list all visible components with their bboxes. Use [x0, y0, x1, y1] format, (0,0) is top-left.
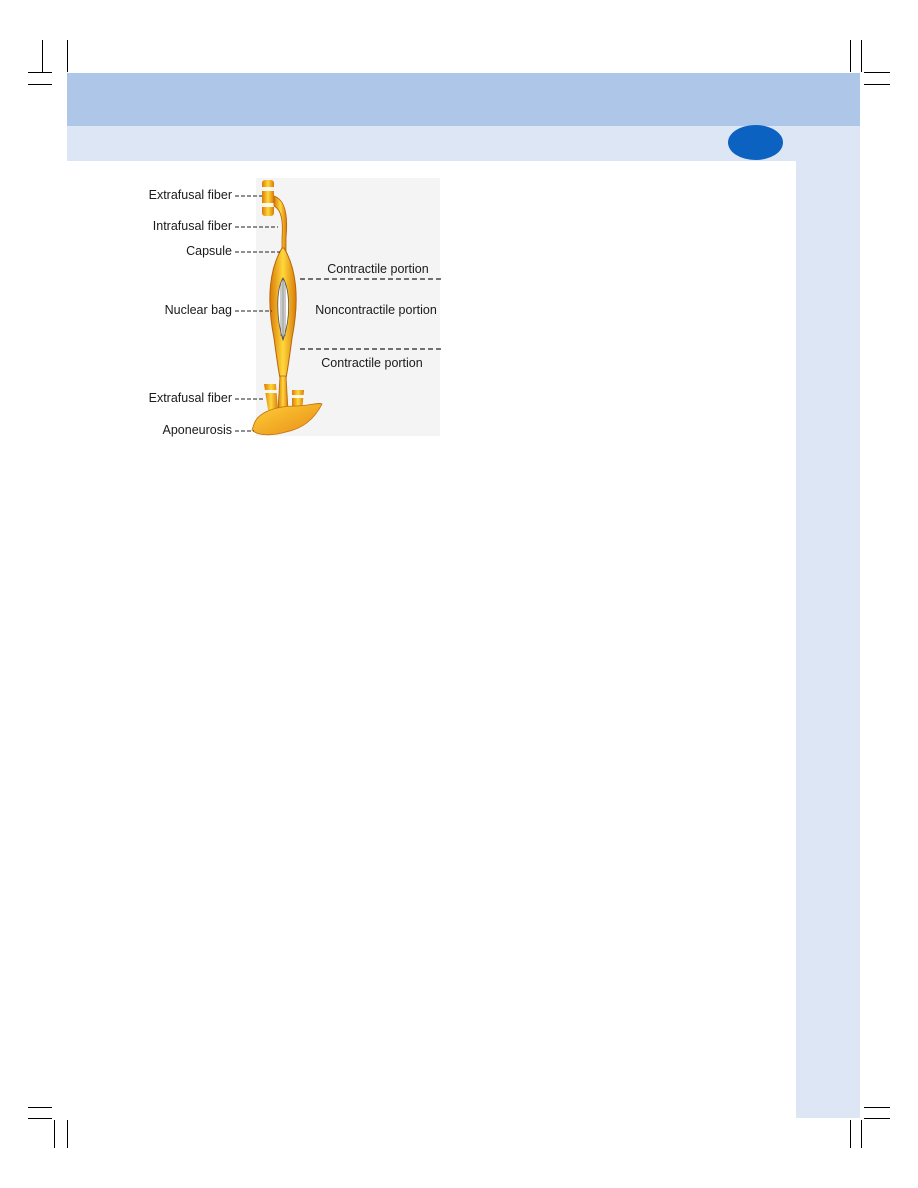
label-extrafusal-fiber-top: Extrafusal fiber — [148, 188, 232, 202]
crop-mark — [861, 1120, 862, 1148]
label-noncontractile-portion: Noncontractile portion — [315, 303, 437, 317]
label-aponeurosis: Aponeurosis — [162, 423, 232, 437]
crop-mark — [28, 1118, 52, 1119]
crop-mark — [28, 72, 52, 73]
muscle-spindle-figure — [136, 178, 448, 440]
crop-mark — [861, 40, 862, 72]
crop-mark — [864, 1107, 890, 1108]
crop-mark — [850, 1120, 851, 1148]
side-band — [796, 161, 860, 1118]
label-contractile-portion-top: Contractile portion — [327, 262, 429, 276]
crop-mark — [67, 40, 68, 72]
crop-mark — [28, 84, 52, 85]
crop-mark — [864, 72, 890, 73]
label-contractile-portion-bottom: Contractile portion — [321, 356, 423, 370]
label-intrafusal-fiber: Intrafusal fiber — [152, 219, 232, 233]
crop-mark — [54, 1120, 55, 1148]
crop-mark — [28, 1107, 52, 1108]
extrafusal-fiber-top — [262, 180, 274, 216]
label-capsule: Capsule — [186, 244, 232, 258]
crop-mark — [850, 40, 851, 72]
header-band — [67, 73, 860, 126]
crop-mark — [42, 40, 43, 72]
intrafusal-fiber-lower — [278, 376, 288, 410]
muscle-spindle-diagram — [136, 178, 448, 440]
crop-mark — [864, 1118, 890, 1119]
label-nuclear-bag: Nuclear bag — [164, 303, 232, 317]
label-extrafusal-fiber-bottom: Extrafusal fiber — [148, 391, 232, 405]
crop-mark — [864, 84, 890, 85]
crop-mark — [67, 1120, 68, 1148]
page-number-badge — [728, 125, 783, 160]
